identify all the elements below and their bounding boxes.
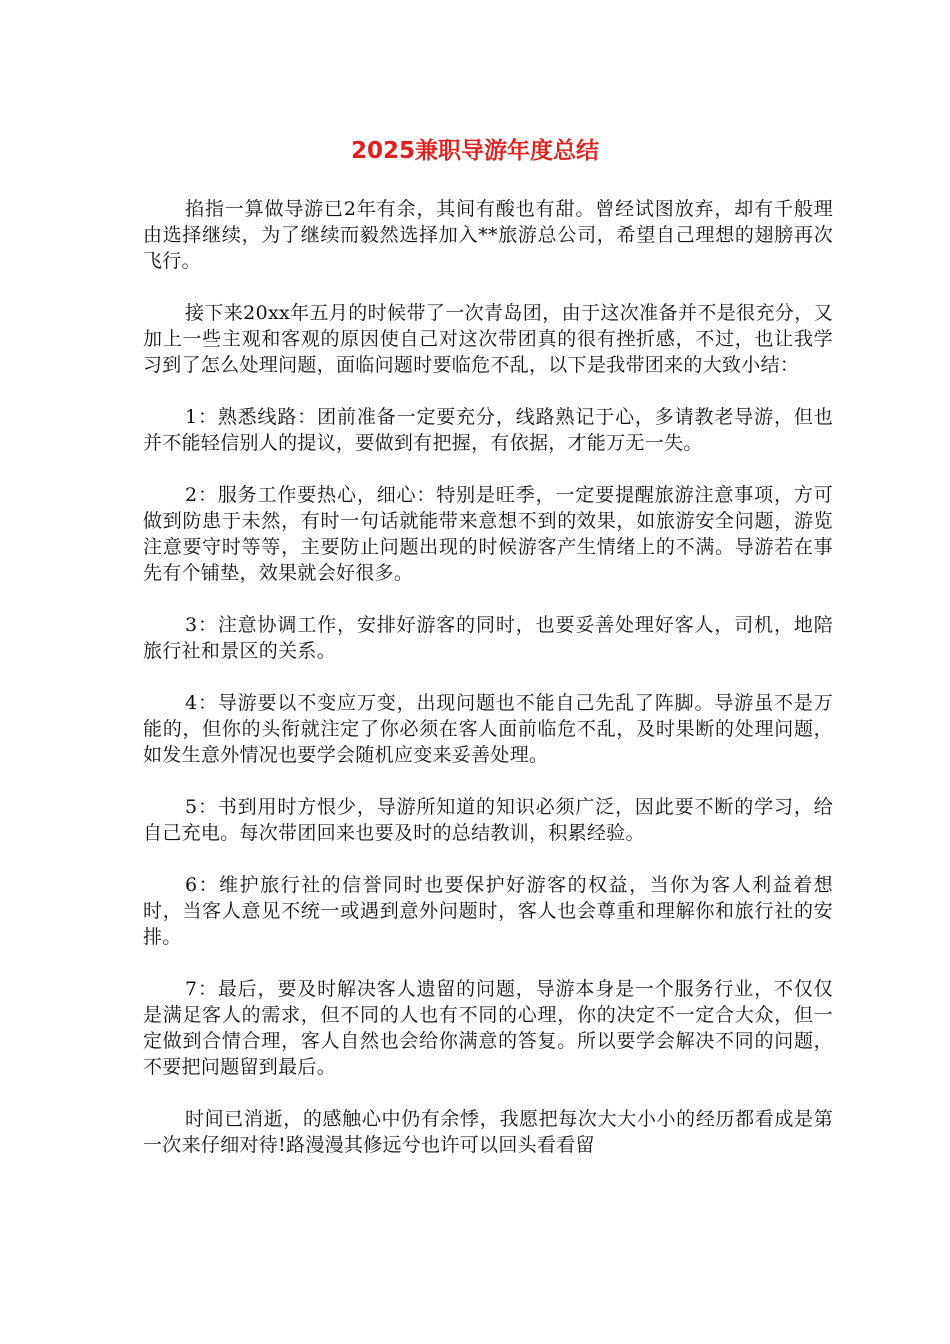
paragraph-point-1: 1：熟悉线路：团前准备一定要充分，线路熟记于心，多请教老导游，但也并不能轻信别人的提议，要做到有把握，有依据，才能万无一失。 (143, 406, 833, 454)
paragraph-point-7: 7：最后，要及时解决客人遗留的问题，导游本身是一个服务行业，不仅仅是满足客人的需求，但不同的人也有不同的心理，你的决定不一定合大众，但一定做到合情合理，客人自然也会给你满意的答复。所以要学会解决不同的问题，不要把问题留到最后。 (143, 978, 833, 1078)
paragraph-intro: 掐指一算做导游已2年有余，其间有酸也有甜。曾经试图放弃，却有千般理由选择继续，为了继续而毅然选择加入**旅游总公司，希望自己理想的翅膀再次飞行。 (143, 198, 833, 272)
paragraph-point-4: 4：导游要以不变应万变，出现问题也不能自己先乱了阵脚。导游虽不是万能的，但你的头衔就注定了你必须在客人面前临危不乱，及时果断的处理问题，如发生意外情况也要学会随机应变来妥善处理。 (143, 692, 833, 766)
document-body (143, 196, 833, 1184)
paragraph-point-6: 6：维护旅行社的信誉同时也要保护好游客的权益，当你为客人利益着想时，当客人意见不统一或遇到意外问题时，客人也会尊重和理解你和旅行社的安排。 (143, 874, 833, 948)
paragraph-point-3: 3：注意协调工作，安排好游客的同时，也要妥善处理好客人，司机，地陪旅行社和景区的关系。 (143, 614, 833, 662)
document-title: 2025兼职导游年度总结 (350, 138, 599, 164)
paragraph-point-2: 2：服务工作要热心，细心：特别是旺季，一定要提醒旅游注意事项，方可做到防患于未然，有时一句话就能带来意想不到的效果，如旅游安全问题，游览注意要守时等等，主要防止问题出现的时候游客产生情绪上的不满。导游若在事先有个铺垫，效果就会好很多。 (143, 484, 833, 584)
paragraph-qingdao-trip: 接下来20xx年五月的时候带了一次青岛团，由于这次准备并不是很充分，又加上一些主观和客观的原因使自己对这次带团真的很有挫折感，不过，也让我学习到了怎么处理问题，面临问题时要临危不乱，以下是我带团来的大致小结： (143, 302, 833, 376)
paragraph-closing: 时间已消逝，的感触心中仍有余悸，我愿把每次大大小小的经历都看成是第一次来仔细对待!路漫漫其修远兮也许可以回头看看留 (143, 1108, 833, 1156)
paragraph-point-5: 5：书到用时方恨少，导游所知道的知识必须广泛，因此要不断的学习，给自己充电。每次带团回来也要及时的总结教训，积累经验。 (143, 796, 833, 844)
